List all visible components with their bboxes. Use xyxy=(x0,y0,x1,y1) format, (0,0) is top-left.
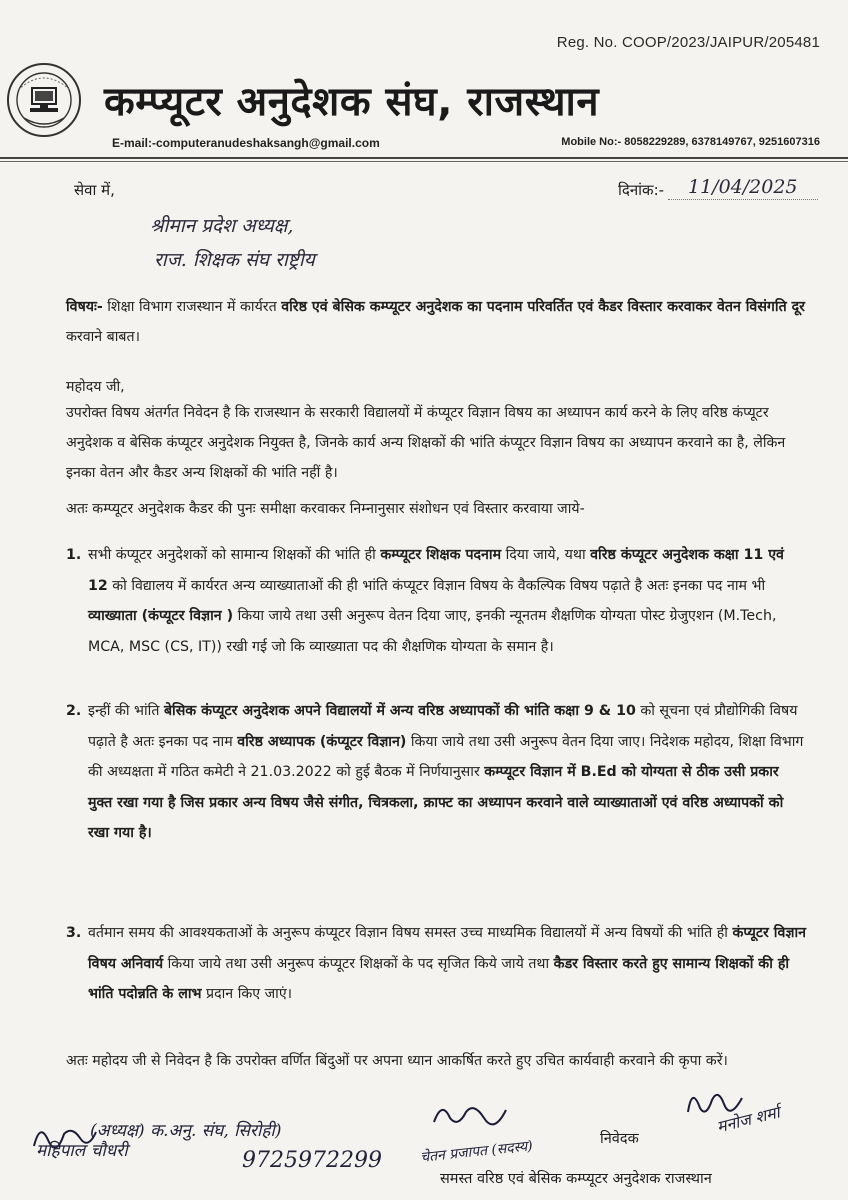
item-bold: कम्प्यूटर शिक्षक पदनाम xyxy=(380,547,502,563)
item-text: को विद्यालय में कार्यरत अन्य व्याख्याताओं की ही भांति कंप्यूटर विज्ञान विषय के वैकल्पिक विषय पढ़ाते है अतः इनका पद नाम भी xyxy=(107,577,766,594)
list-item-2 xyxy=(66,696,806,849)
item-text: इन्हीं की भांति xyxy=(88,703,164,719)
list-number: 3. xyxy=(66,925,82,941)
handwritten-date: 11/04/2025 xyxy=(688,176,798,198)
subject-line xyxy=(66,292,806,352)
list-item-text xyxy=(88,918,806,1010)
signatory-1-name: महिपाल चौधरी xyxy=(36,1141,128,1161)
intro-paragraph: उपरोक्त विषय अंतर्गत निवेदन है कि राजस्थान के सरकारी विद्यालयों में कंप्यूटर विज्ञान विषय का अध्यापन कार्य करने के लिए वरिष्ठ कंप्यूटर अनुदेशक व बेसिक कंप्यूटर अनुदेशक नियुक्त है, जिनके कार्य अन्य शिक्षकों की भांति कंप्यूटर विज्ञान विषय का अध्यापन करवाने का है, लेकिन इनका वेतन और कैडर अन्य शिक्षकों की भांति नहीं है। xyxy=(66,405,786,481)
signature-scribble-icon xyxy=(428,1098,508,1134)
item-bold: व्याख्याता (कंप्यूटर विज्ञान ) xyxy=(88,608,234,624)
association-logo-icon xyxy=(4,60,84,140)
subject-text-1: शिक्षा विभाग राजस्थान में कार्यरत xyxy=(102,299,282,315)
item-bold: बेसिक कंप्यूटर अनुदेशक अपने विद्यालयों में अन्य वरिष्ठ अध्यापकों की भांति कक्षा 9 & 10 xyxy=(163,703,636,719)
header-divider xyxy=(0,157,848,159)
salutation: महोदय जी, xyxy=(66,379,125,395)
list-item-3 xyxy=(66,918,806,1010)
item-bold: कैडर विस्तार करते हुए सामान्य शिक्षकों की ही भांति पदोन्नति के लाभ xyxy=(88,955,790,1002)
item-text: को सूचना एवं प्रौद्योगिकी विषय पढ़ाते है अतः इनका पद नाम xyxy=(88,703,798,750)
signatory-3-name: मनोज शर्मा xyxy=(714,1102,782,1137)
signature-block-2 xyxy=(420,1098,540,1178)
item-text: किया जाये तथा उसी अनुरूप वेतन दिया जाए, इनकी न्यूनतम शैक्षणिक योग्यता पोस्ट ग्रेजुएशन (M.Tech, MCA, MSC (CS, IT)) रखी गई जो कि व्याख्याता पद की शैक्षणिक योग्यता के समान है। xyxy=(88,608,777,655)
signatory-1-title: (अध्यक्ष) क.अनु. संघ, सिरोही) xyxy=(90,1121,282,1141)
item-text: दिया जाये, यथा xyxy=(501,547,591,563)
item-text: किया जाये तथा उसी अनुरूप वेतन दिया जाए। निदेशक महोदय, शिक्षा विभाग की अध्यक्षता में गठित कमेटी ने 21.03.2022 को हुई बैठक में निर्णयानुसार xyxy=(88,733,804,780)
closing-paragraph: अतः महोदय जी से निवेदन है कि उपरोक्त वर्णित बिंदुओं पर अपना ध्यान आकर्षित करते हुए उचित कार्यवाही करवाने की कृपा करें। xyxy=(66,1053,728,1069)
signature-block-3 xyxy=(680,1072,830,1152)
nivedak-label: निवेदक xyxy=(600,1131,639,1147)
item-text: सभी कंप्यूटर अनुदेशकों को सामान्य शिक्षकों की भांति ही xyxy=(88,547,381,563)
signatory-1-phone: 9725972299 xyxy=(242,1148,382,1173)
subject-label: विषयः- xyxy=(66,299,103,315)
item-text: वर्तमान समय की आवश्यकताओं के अनुरूप कंप्यूटर विज्ञान विषय समस्त उच्च माध्यमिक विद्यालयों में अन्य विषयों की भांति ही xyxy=(88,925,733,941)
item-bold: कम्प्यूटर विज्ञान में B.Ed को योग्यता से ठीक उसी प्रकार मुक्त रखा गया है जिस प्रकार अन्य विषय जैसे संगीत, चित्रकला, क्राफ्ट का अध्यापन करवाने वाले व्याख्याताओं एवं वरिष्ठ अध्यापकों को रखा गया है। xyxy=(88,764,784,841)
email-address: E-mail:-computeranudeshaksangh@gmail.com xyxy=(112,136,380,150)
list-item-text xyxy=(88,540,806,662)
list-number: 2. xyxy=(66,703,82,719)
registration-number: Reg. No. COOP/2023/JAIPUR/205481 xyxy=(556,34,820,51)
date-underline xyxy=(668,198,818,200)
date-label: दिनांक:- xyxy=(618,181,665,199)
recipient-line-1: श्रीमान प्रदेश अध्यक्ष, xyxy=(150,215,294,237)
mobile-numbers: Mobile No:- 8058229289, 6378149767, 9251607316 xyxy=(561,136,820,148)
subject-text-2: करवाने बाबत। xyxy=(66,329,140,345)
item-bold: कंप्यूटर विज्ञान विषय अनिवार्य xyxy=(88,925,806,972)
signature-block-1 xyxy=(30,1116,410,1196)
header-divider-thin xyxy=(0,161,848,162)
subject-bold: वरिष्ठ एवं बेसिक कम्प्यूटर अनुदेशक का पदनाम परिवर्तित एवं कैडर विस्तार करवाकर वेतन विसंगति दूर xyxy=(281,299,805,315)
list-item-text xyxy=(88,696,806,849)
item-bold: वरिष्ठ कंप्यूटर अनुदेशक कक्षा 11 एवं 12 xyxy=(88,547,784,594)
signatory-2-name: चेतन प्रजापत (सदस्य) xyxy=(419,1138,534,1166)
list-number: 1. xyxy=(66,547,82,563)
item-bold: वरिष्ठ अध्यापक (कंप्यूटर विज्ञान) xyxy=(237,733,407,750)
seva-me-label: सेवा में, xyxy=(74,181,115,199)
item-text: किया जाये तथा उसी अनुरूप कंप्यूटर शिक्षकों के पद सृजित किये जाये तथा xyxy=(163,955,554,972)
organization-title: कम्प्यूटर अनुदेशक संघ, राजस्थान xyxy=(104,79,600,125)
item-text: प्रदान किए जाएं। xyxy=(201,986,293,1002)
signatory-group: समस्त वरिष्ठ एवं बेसिक कम्प्यूटर अनुदेशक राजस्थान xyxy=(440,1171,712,1187)
recipient-line-2: राज. शिक्षक संघ राष्ट्रीय xyxy=(154,249,315,271)
request-intro-line: अतः कम्प्यूटर अनुदेशक कैडर की पुनः समीक्षा करवाकर निम्नानुसार संशोधन एवं विस्तार करवाया जाये- xyxy=(66,501,585,517)
list-item-1 xyxy=(66,540,806,662)
